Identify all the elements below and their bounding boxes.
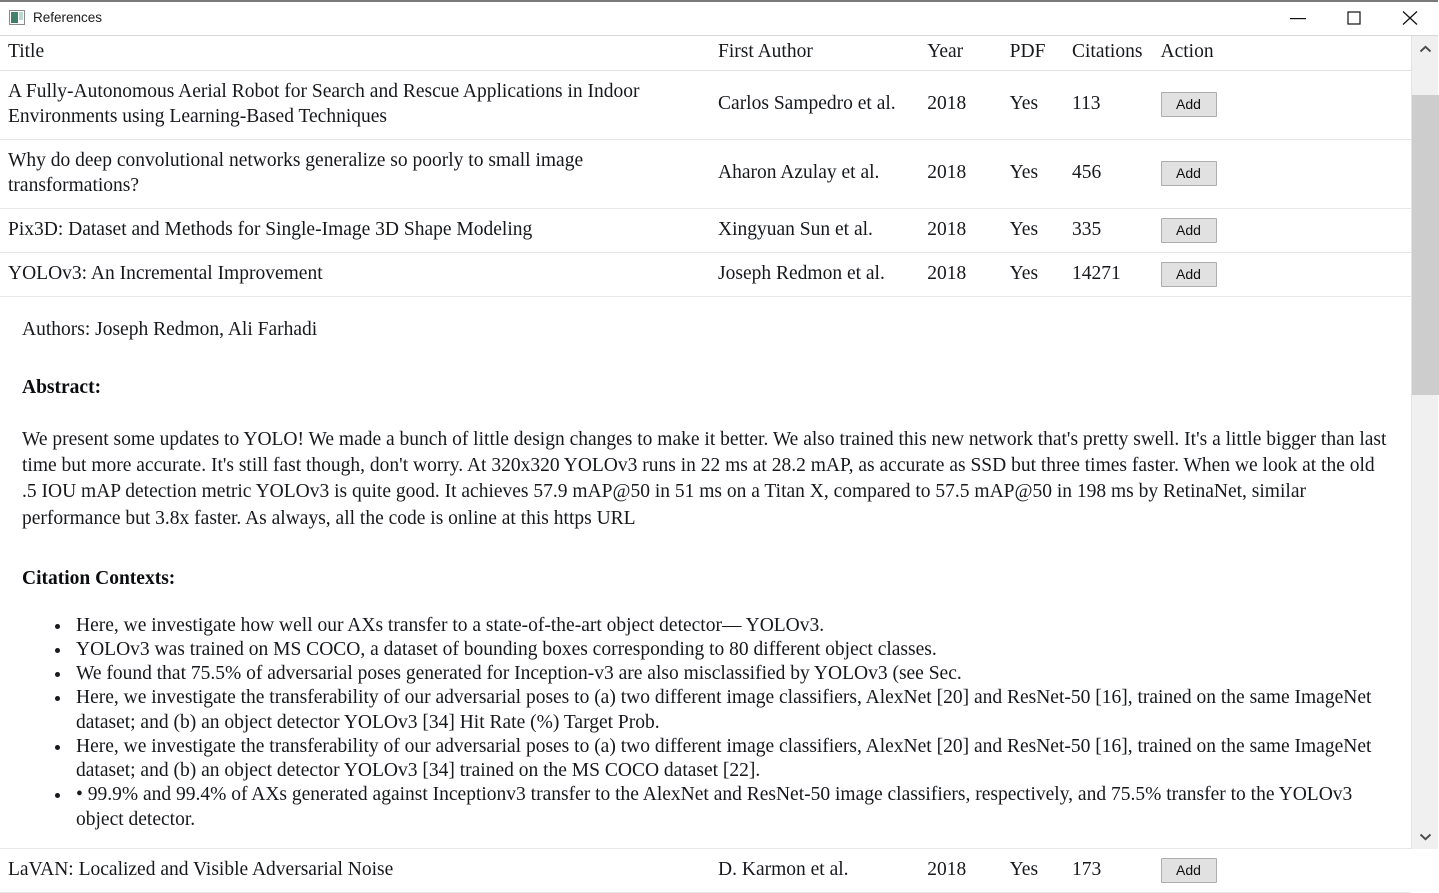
paper-detail-panel — [0, 297, 1411, 848]
references-document — [0, 36, 1411, 880]
content-area — [0, 36, 1438, 880]
table-header — [0, 36, 1411, 71]
window-controls — [1270, 0, 1438, 36]
cell-action — [1155, 848, 1412, 892]
maximize-icon — [1342, 8, 1366, 28]
cell-action — [1155, 208, 1412, 252]
scrollbar-thumb[interactable] — [1412, 95, 1439, 395]
add-button[interactable]: Add — [1161, 262, 1217, 287]
scroll-down-button[interactable] — [1412, 823, 1439, 849]
cell-citations: 335 — [1066, 208, 1155, 252]
references-table — [0, 36, 1411, 893]
column-header-year[interactable]: Year — [921, 36, 1003, 71]
detail-cell — [0, 296, 1411, 848]
cell-first-author: Aharon Azulay et al. — [712, 139, 921, 208]
citation-contexts-list — [22, 614, 1389, 832]
table-header-row — [0, 36, 1411, 71]
cell-first-author: Joseph Redmon et al. — [712, 252, 921, 296]
table-row[interactable] — [0, 139, 1411, 208]
app-icon-block-left — [11, 12, 18, 23]
list-item: • YOLOv3 was trained on MS COCO, a dataset of bounding boxes corresponding to 80 different object classes. — [72, 638, 1389, 662]
cell-year: 2018 — [921, 139, 1003, 208]
chevron-up-icon — [1419, 45, 1432, 54]
cell-pdf: Yes — [1004, 71, 1066, 140]
cell-action — [1155, 139, 1412, 208]
app-icon-block-right — [19, 12, 23, 20]
vertical-scrollbar[interactable] — [1411, 36, 1438, 849]
list-item: • We found that 75.5% of adversarial poses generated for Inception-v3 are also misclassified by YOLOv3 (see Sec. — [72, 662, 1389, 686]
cell-title[interactable]: Pix3D: Dataset and Methods for Single-Image 3D Shape Modeling — [0, 208, 712, 252]
cell-year: 2018 — [921, 252, 1003, 296]
cell-title[interactable]: LaVAN: Localized and Visible Adversarial Noise — [0, 848, 712, 892]
window-top-border — [0, 0, 1438, 2]
detail-abstract-text: We present some updates to YOLO! We made a bunch of little design changes to make it better. We also trained this new network that's pretty swell. It's a little bigger than last time but more accurate. It's still fast though, don't worry. At 320x320 YOLOv3 runs in 22 ms at 28.2 mAP, as accurate as SSD but three times faster. When we look at the old .5 IOU mAP detection metric YOLOv3 is quite good. It achieves 57.9 mAP@50 in 51 ms on a Titan X, compared to 57.5 mAP@50 in 198 ms by RetinaNet, similar performance but 3.8x faster. As always, all the code is online at this https URL — [22, 428, 1387, 529]
table-row[interactable] — [0, 208, 1411, 252]
detail-abstract-heading: Abstract: — [22, 377, 102, 399]
cell-first-author: Carlos Sampedro et al. — [712, 71, 921, 140]
title-bar — [0, 0, 1438, 36]
table-row[interactable] — [0, 252, 1411, 296]
cell-pdf: Yes — [1004, 848, 1066, 892]
detail-row — [0, 296, 1411, 848]
table-row[interactable] — [0, 848, 1411, 892]
column-header-action[interactable]: Action — [1155, 36, 1412, 71]
table-body — [0, 71, 1411, 893]
table-row[interactable] — [0, 71, 1411, 140]
cell-action — [1155, 252, 1412, 296]
cell-title[interactable]: Why do deep convolutional networks generalize so poorly to small image transformations? — [0, 139, 712, 208]
cell-citations: 113 — [1066, 71, 1155, 140]
window-title: References — [33, 9, 103, 25]
scroll-up-button[interactable] — [1412, 36, 1439, 62]
add-button[interactable]: Add — [1161, 858, 1217, 883]
cell-year: 2018 — [921, 208, 1003, 252]
list-item: • Here, we investigate the transferability of our adversarial poses to (a) two different image classifiers, AlexNet [20] and ResNet-50 [16], trained on the same ImageNet dataset; and (b) an object detector YOLOv3 [34] trained on the MS COCO dataset [22]. — [72, 735, 1389, 784]
list-item: • Here, we investigate the transferability of our adversarial poses to (a) two different image classifiers, AlexNet [20] and ResNet-50 [16], trained on the same ImageNet dataset; and (b) an object detector YOLOv3 [34] Hit Rate (%) Target Prob. — [72, 686, 1389, 735]
cell-citations: 173 — [1066, 848, 1155, 892]
close-icon — [1398, 8, 1422, 28]
cell-action — [1155, 71, 1412, 140]
column-header-citations[interactable]: Citations — [1066, 36, 1155, 71]
cell-pdf: Yes — [1004, 208, 1066, 252]
maximize-button[interactable] — [1326, 0, 1382, 36]
list-item: • • 99.9% and 99.4% of AXs generated against Inceptionv3 transfer to the AlexNet and ResNet-50 image classifiers, respectively, and 75.5% transfer to the YOLOv3 object detector. — [72, 783, 1389, 832]
minimize-icon — [1286, 12, 1310, 24]
cell-pdf: Yes — [1004, 252, 1066, 296]
detail-authors: Authors: Joseph Redmon, Ali Farhadi — [22, 318, 318, 340]
detail-contexts-heading: Citation Contexts: — [22, 568, 176, 590]
add-button[interactable]: Add — [1161, 92, 1217, 117]
add-button[interactable]: Add — [1161, 161, 1217, 186]
column-header-pdf[interactable]: PDF — [1004, 36, 1066, 71]
cell-citations: 14271 — [1066, 252, 1155, 296]
cell-pdf: Yes — [1004, 139, 1066, 208]
cell-citations: 456 — [1066, 139, 1155, 208]
column-header-title[interactable]: Title — [0, 36, 712, 71]
close-button[interactable] — [1382, 0, 1438, 36]
minimize-button[interactable] — [1270, 0, 1326, 36]
cell-title[interactable]: YOLOv3: An Incremental Improvement — [0, 252, 712, 296]
add-button[interactable]: Add — [1161, 218, 1217, 243]
list-item: • Here, we investigate how well our AXs transfer to a state-of-the-art object detector— YOLOv3. — [72, 614, 1389, 638]
cell-year: 2018 — [921, 848, 1003, 892]
cell-title[interactable]: A Fully-Autonomous Aerial Robot for Search and Rescue Applications in Indoor Environments using Learning-Based Techniques — [0, 71, 712, 140]
cell-first-author: Xingyuan Sun et al. — [712, 208, 921, 252]
column-header-first-author[interactable]: First Author — [712, 36, 921, 71]
app-icon — [9, 10, 25, 25]
cell-first-author: D. Karmon et al. — [712, 848, 921, 892]
chevron-down-icon — [1419, 832, 1432, 841]
cell-year: 2018 — [921, 71, 1003, 140]
